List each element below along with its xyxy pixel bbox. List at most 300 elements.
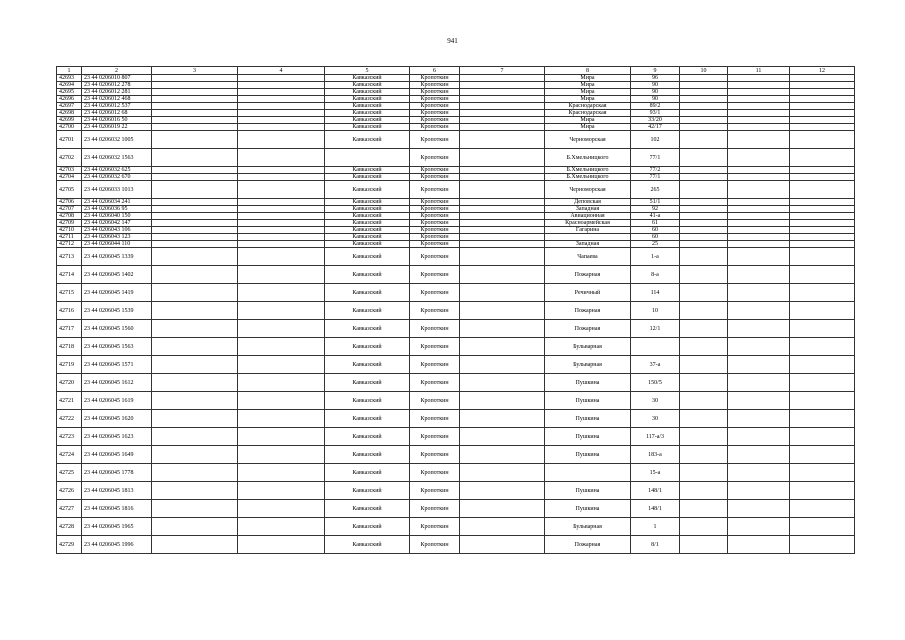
row-number-cell: 42715 [57, 284, 82, 302]
table-row [57, 89, 855, 96]
code-cell: 23 44 0206045 1996 [82, 536, 152, 554]
empty-cell [728, 103, 790, 110]
code-cell: 23 44 0206033 1013 [82, 181, 152, 199]
empty-cell [238, 392, 325, 410]
house-cell: 51/1 [631, 199, 680, 206]
empty-cell [790, 464, 855, 482]
empty-cell [152, 181, 238, 199]
street-cell: Бульварная [545, 518, 631, 536]
city-cell: Кропоткин [410, 117, 460, 124]
empty-cell [460, 131, 545, 149]
code-cell: 23 44 0206032 1563 [82, 149, 152, 167]
code-cell: 23 44 0206045 1539 [82, 302, 152, 320]
city-cell: Кропоткин [410, 518, 460, 536]
row-number-cell: 42711 [57, 234, 82, 241]
empty-cell [238, 220, 325, 227]
street-cell: Пожарная [545, 266, 631, 284]
empty-cell [238, 356, 325, 374]
house-cell: 92 [631, 206, 680, 213]
empty-cell [152, 248, 238, 266]
empty-cell [790, 518, 855, 536]
empty-cell [790, 536, 855, 554]
empty-cell [152, 241, 238, 248]
city-cell: Кропоткин [410, 199, 460, 206]
city-cell: Кропоткин [410, 284, 460, 302]
street-cell: Б.Хмельницкого [545, 167, 631, 174]
house-cell: 1 [631, 518, 680, 536]
row-number-cell: 42706 [57, 199, 82, 206]
empty-cell [680, 75, 728, 82]
empty-cell [460, 227, 545, 234]
empty-cell [238, 518, 325, 536]
table-row [57, 266, 855, 284]
empty-cell [790, 131, 855, 149]
street-cell: Черноморская [545, 181, 631, 199]
empty-cell [680, 356, 728, 374]
row-number-cell: 42712 [57, 241, 82, 248]
code-cell: 23 44 0206012 281 [82, 89, 152, 96]
empty-cell [238, 266, 325, 284]
empty-cell [728, 284, 790, 302]
empty-cell [680, 464, 728, 482]
column-header: 9 [631, 67, 680, 75]
empty-cell [728, 518, 790, 536]
street-cell: Пожарная [545, 302, 631, 320]
empty-cell [790, 110, 855, 117]
empty-cell [152, 220, 238, 227]
empty-cell [728, 181, 790, 199]
empty-cell [728, 117, 790, 124]
table-row [57, 410, 855, 428]
district-cell: Кавказский [325, 199, 410, 206]
house-cell: 60 [631, 227, 680, 234]
table-row [57, 302, 855, 320]
table-row [57, 181, 855, 199]
empty-cell [238, 174, 325, 181]
empty-cell [680, 392, 728, 410]
district-cell: Кавказский [325, 181, 410, 199]
empty-cell [790, 356, 855, 374]
table-row [57, 446, 855, 464]
row-number-cell: 42716 [57, 302, 82, 320]
empty-cell [728, 89, 790, 96]
empty-cell [238, 234, 325, 241]
district-cell: Кавказский [325, 464, 410, 482]
empty-cell [152, 482, 238, 500]
code-cell: 23 44 0206045 1563 [82, 338, 152, 356]
empty-cell [460, 392, 545, 410]
empty-cell [790, 213, 855, 220]
street-cell: Краснодарская [545, 103, 631, 110]
district-cell: Кавказский [325, 206, 410, 213]
street-cell [545, 234, 631, 241]
city-cell: Кропоткин [410, 206, 460, 213]
empty-cell [790, 227, 855, 234]
house-cell: 60 [631, 234, 680, 241]
street-cell: Чапаева [545, 248, 631, 266]
empty-cell [790, 428, 855, 446]
empty-cell [680, 266, 728, 284]
empty-cell [238, 89, 325, 96]
row-number-cell: 42697 [57, 103, 82, 110]
empty-cell [790, 75, 855, 82]
empty-cell [680, 167, 728, 174]
district-cell: Кавказский [325, 374, 410, 392]
empty-cell [152, 536, 238, 554]
city-cell: Кропоткин [410, 464, 460, 482]
empty-cell [238, 206, 325, 213]
street-cell: Деповская [545, 199, 631, 206]
row-number-cell: 42720 [57, 374, 82, 392]
street-cell: Бульварная [545, 338, 631, 356]
district-cell: Кавказский [325, 89, 410, 96]
street-cell [545, 464, 631, 482]
table-row [57, 356, 855, 374]
empty-cell [680, 117, 728, 124]
code-cell: 23 44 0206043 106 [82, 227, 152, 234]
empty-cell [728, 227, 790, 234]
city-cell: Кропоткин [410, 89, 460, 96]
street-cell: Пушкина [545, 428, 631, 446]
empty-cell [238, 482, 325, 500]
empty-cell [460, 110, 545, 117]
register-table [56, 66, 855, 554]
city-cell: Кропоткин [410, 167, 460, 174]
empty-cell [238, 75, 325, 82]
street-cell: Западная [545, 241, 631, 248]
empty-cell [790, 248, 855, 266]
empty-cell [680, 284, 728, 302]
street-cell: Мира [545, 82, 631, 89]
empty-cell [680, 320, 728, 338]
empty-cell [152, 89, 238, 96]
code-cell: 23 44 0206045 1813 [82, 482, 152, 500]
empty-cell [790, 482, 855, 500]
empty-cell [728, 302, 790, 320]
empty-cell [790, 103, 855, 110]
code-cell: 23 44 0206045 1339 [82, 248, 152, 266]
table-row [57, 75, 855, 82]
column-header: 3 [152, 67, 238, 75]
empty-cell [728, 374, 790, 392]
street-cell: Авиационная [545, 213, 631, 220]
table-row [57, 248, 855, 266]
empty-cell [238, 110, 325, 117]
empty-cell [152, 374, 238, 392]
table-row [57, 110, 855, 117]
district-cell: Кавказский [325, 266, 410, 284]
empty-cell [152, 75, 238, 82]
empty-cell [238, 374, 325, 392]
row-number-cell: 42709 [57, 220, 82, 227]
empty-cell [728, 96, 790, 103]
district-cell: Кавказский [325, 356, 410, 374]
empty-cell [728, 131, 790, 149]
empty-cell [238, 131, 325, 149]
row-number-cell: 42713 [57, 248, 82, 266]
district-cell: Кавказский [325, 234, 410, 241]
city-cell: Кропоткин [410, 234, 460, 241]
district-cell: Кавказский [325, 75, 410, 82]
street-cell: Бульварная [545, 356, 631, 374]
city-cell: Кропоткин [410, 320, 460, 338]
street-cell: Пушкина [545, 392, 631, 410]
empty-cell [460, 284, 545, 302]
empty-cell [238, 284, 325, 302]
empty-cell [790, 241, 855, 248]
table-row [57, 82, 855, 89]
column-header: 12 [790, 67, 855, 75]
empty-cell [790, 500, 855, 518]
district-cell: Кавказский [325, 338, 410, 356]
empty-cell [238, 82, 325, 89]
table-row [57, 174, 855, 181]
empty-cell [680, 149, 728, 167]
empty-cell [152, 174, 238, 181]
page-number: 941 [447, 37, 458, 45]
house-cell: 77/2 [631, 167, 680, 174]
row-number-cell: 42708 [57, 213, 82, 220]
code-cell: 23 44 0206045 1402 [82, 266, 152, 284]
street-cell: Пушкина [545, 446, 631, 464]
empty-cell [152, 131, 238, 149]
district-cell: Кавказский [325, 241, 410, 248]
empty-cell [460, 167, 545, 174]
district-cell: Кавказский [325, 536, 410, 554]
code-cell: 23 44 0206045 1816 [82, 500, 152, 518]
empty-cell [680, 206, 728, 213]
code-cell: 23 44 0206012 468 [82, 96, 152, 103]
code-cell: 23 44 0206045 1419 [82, 284, 152, 302]
city-cell: Кропоткин [410, 124, 460, 131]
house-cell: 150/5 [631, 374, 680, 392]
empty-cell [790, 206, 855, 213]
row-number-cell: 42718 [57, 338, 82, 356]
row-number-cell: 42714 [57, 266, 82, 284]
street-cell: Пушкина [545, 482, 631, 500]
empty-cell [152, 199, 238, 206]
code-cell: 23 44 0206034 241 [82, 199, 152, 206]
empty-cell [790, 174, 855, 181]
empty-cell [152, 96, 238, 103]
table-row [57, 392, 855, 410]
city-cell: Кропоткин [410, 446, 460, 464]
house-cell: 93/1 [631, 110, 680, 117]
city-cell: Кропоткин [410, 75, 460, 82]
row-number-cell: 42707 [57, 206, 82, 213]
table-row [57, 213, 855, 220]
code-cell: 23 44 0206045 1620 [82, 410, 152, 428]
empty-cell [152, 206, 238, 213]
empty-cell [152, 227, 238, 234]
district-cell: Кавказский [325, 96, 410, 103]
empty-cell [680, 518, 728, 536]
street-cell: Б.Хмельницкого [545, 149, 631, 167]
table-row [57, 500, 855, 518]
table-row [57, 374, 855, 392]
district-cell: Кавказский [325, 82, 410, 89]
code-cell: 23 44 0206036 95 [82, 206, 152, 213]
district-cell: Кавказский [325, 518, 410, 536]
empty-cell [680, 174, 728, 181]
table-row [57, 536, 855, 554]
code-cell: 23 44 0206045 1649 [82, 446, 152, 464]
empty-cell [790, 167, 855, 174]
table-row [57, 117, 855, 124]
empty-cell [460, 213, 545, 220]
empty-cell [680, 131, 728, 149]
city-cell: Кропоткин [410, 103, 460, 110]
empty-cell [152, 266, 238, 284]
empty-cell [152, 110, 238, 117]
city-cell: Кропоткин [410, 482, 460, 500]
empty-cell [238, 149, 325, 167]
empty-cell [238, 428, 325, 446]
table-row [57, 124, 855, 131]
empty-cell [680, 446, 728, 464]
empty-cell [152, 446, 238, 464]
district-cell: Кавказский [325, 167, 410, 174]
row-number-cell: 42710 [57, 227, 82, 234]
column-header: 1 [57, 67, 82, 75]
empty-cell [460, 518, 545, 536]
house-cell: 12/1 [631, 320, 680, 338]
house-cell: 90 [631, 89, 680, 96]
city-cell: Кропоткин [410, 536, 460, 554]
empty-cell [728, 410, 790, 428]
empty-cell [152, 320, 238, 338]
empty-cell [238, 302, 325, 320]
empty-cell [238, 500, 325, 518]
city-cell: Кропоткин [410, 302, 460, 320]
empty-cell [680, 338, 728, 356]
empty-cell [680, 220, 728, 227]
row-number-cell: 42695 [57, 89, 82, 96]
empty-cell [728, 320, 790, 338]
house-cell: 1-а [631, 248, 680, 266]
empty-cell [460, 248, 545, 266]
code-cell: 23 44 0206016 50 [82, 117, 152, 124]
empty-cell [238, 338, 325, 356]
code-cell: 23 44 0206042 147 [82, 220, 152, 227]
table-row [57, 167, 855, 174]
city-cell: Кропоткин [410, 410, 460, 428]
empty-cell [238, 117, 325, 124]
city-cell: Кропоткин [410, 181, 460, 199]
house-cell: 37-а [631, 356, 680, 374]
house-cell: 148/1 [631, 500, 680, 518]
code-cell: 23 44 0206032 625 [82, 167, 152, 174]
house-cell: 30 [631, 392, 680, 410]
table-row [57, 206, 855, 213]
empty-cell [680, 213, 728, 220]
empty-cell [728, 241, 790, 248]
house-cell: 77/1 [631, 149, 680, 167]
district-cell: Кавказский [325, 428, 410, 446]
row-number-cell: 42727 [57, 500, 82, 518]
city-cell: Кропоткин [410, 266, 460, 284]
empty-cell [460, 500, 545, 518]
empty-cell [680, 410, 728, 428]
row-number-cell: 42704 [57, 174, 82, 181]
empty-cell [460, 96, 545, 103]
empty-cell [728, 500, 790, 518]
empty-cell [728, 174, 790, 181]
row-number-cell: 42696 [57, 96, 82, 103]
district-cell: Кавказский [325, 131, 410, 149]
empty-cell [790, 96, 855, 103]
empty-cell [790, 234, 855, 241]
district-cell: Кавказский [325, 174, 410, 181]
empty-cell [238, 446, 325, 464]
street-cell: Б.Хмельницкого [545, 174, 631, 181]
row-number-cell: 42724 [57, 446, 82, 464]
empty-cell [460, 464, 545, 482]
empty-cell [790, 392, 855, 410]
empty-cell [790, 220, 855, 227]
empty-cell [460, 206, 545, 213]
empty-cell [790, 181, 855, 199]
city-cell: Кропоткин [410, 149, 460, 167]
empty-cell [790, 320, 855, 338]
empty-cell [680, 374, 728, 392]
empty-cell [680, 302, 728, 320]
row-number-cell: 42728 [57, 518, 82, 536]
house-cell: 8-а [631, 266, 680, 284]
table-row [57, 428, 855, 446]
empty-cell [460, 75, 545, 82]
empty-cell [152, 234, 238, 241]
empty-cell [728, 234, 790, 241]
empty-cell [790, 410, 855, 428]
district-cell: Кавказский [325, 248, 410, 266]
empty-cell [728, 199, 790, 206]
city-cell: Кропоткин [410, 213, 460, 220]
code-cell: 23 44 0206012 278 [82, 82, 152, 89]
empty-cell [460, 103, 545, 110]
district-cell: Кавказский [325, 110, 410, 117]
empty-cell [152, 392, 238, 410]
empty-cell [460, 446, 545, 464]
street-cell: Мира [545, 117, 631, 124]
row-number-cell: 42725 [57, 464, 82, 482]
row-number-cell: 42717 [57, 320, 82, 338]
street-cell: Красноармейская [545, 220, 631, 227]
street-cell: Черноморская [545, 131, 631, 149]
empty-cell [680, 89, 728, 96]
district-cell: Кавказский [325, 284, 410, 302]
code-cell: 23 44 0206045 1560 [82, 320, 152, 338]
empty-cell [460, 302, 545, 320]
row-number-cell: 42719 [57, 356, 82, 374]
street-cell: Пушкина [545, 500, 631, 518]
house-cell: 265 [631, 181, 680, 199]
empty-cell [728, 248, 790, 266]
column-header: 2 [82, 67, 152, 75]
empty-cell [238, 320, 325, 338]
empty-cell [152, 213, 238, 220]
empty-cell [680, 199, 728, 206]
row-number-cell: 42701 [57, 131, 82, 149]
street-cell: Краснодарская [545, 110, 631, 117]
empty-cell [152, 103, 238, 110]
empty-cell [728, 464, 790, 482]
empty-cell [460, 536, 545, 554]
empty-cell [460, 356, 545, 374]
column-header: 10 [680, 67, 728, 75]
table-row [57, 241, 855, 248]
empty-cell [680, 536, 728, 554]
